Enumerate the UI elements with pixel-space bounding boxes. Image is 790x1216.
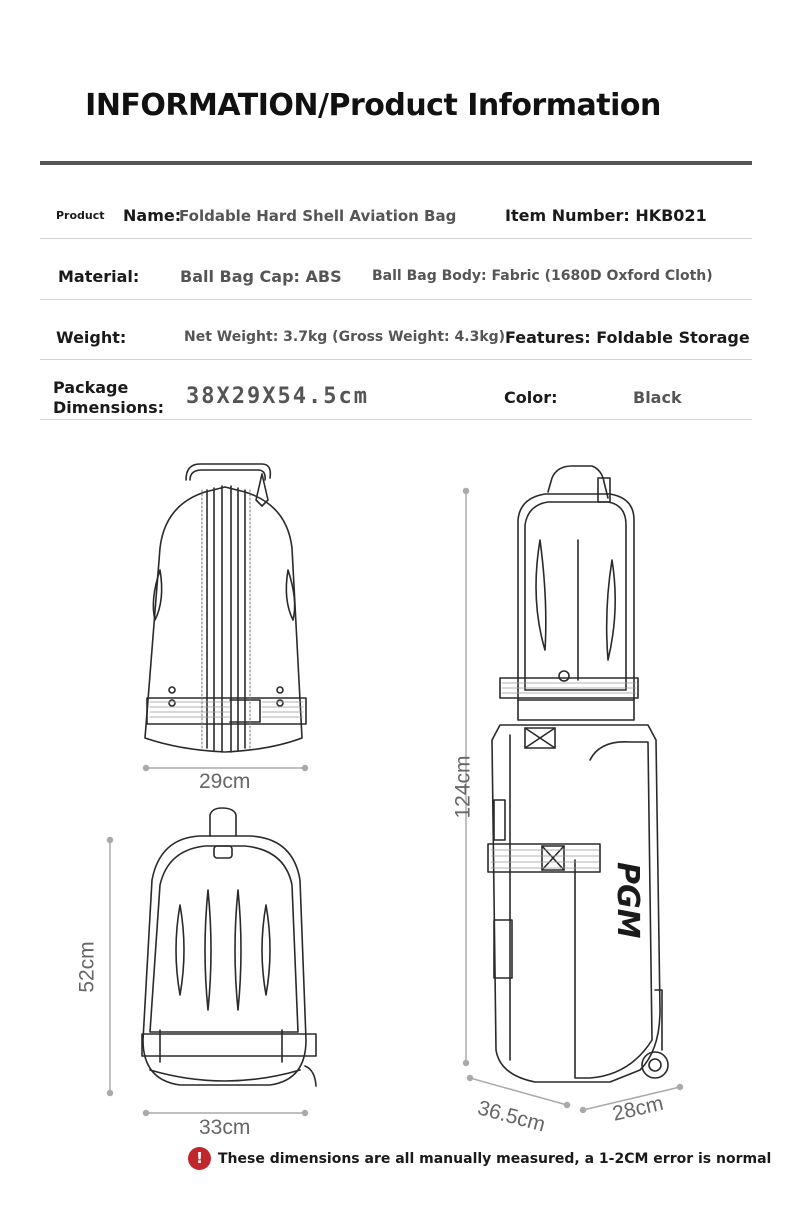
full-travel-bag-drawing [488, 466, 668, 1082]
package-label-line1: Package [53, 378, 129, 397]
svg-text:PGM: PGM [610, 862, 645, 939]
features-label: Features: Foldable Storage [505, 328, 750, 347]
measurement-note-text: These dimensions are all manually measured, a 1-2CM error is normal [218, 1150, 772, 1167]
product-label: Product [56, 209, 105, 222]
dimension-length: 36.5cm [475, 1096, 548, 1137]
name-value: Foldable Hard Shell Aviation Bag [179, 207, 457, 225]
page-title: INFORMATION/Product Information [85, 88, 661, 123]
material-label: Material: [58, 267, 140, 286]
dimension-total-height: 124cm [451, 755, 475, 819]
dimension-lines [108, 489, 683, 1116]
color-label: Color: [504, 388, 558, 407]
exclamation-icon: ! [188, 1147, 211, 1170]
dimension-folded-height: 52cm [75, 941, 99, 993]
weight-label: Weight: [56, 328, 127, 347]
package-label-line2: Dimensions: [53, 398, 164, 417]
material-cap: Ball Bag Cap: ABS [180, 267, 342, 286]
brand-logo [610, 862, 645, 939]
dimension-depth: 28cm [610, 1091, 666, 1126]
weight-value: Net Weight: 3.7kg (Gross Weight: 4.3kg) [184, 329, 506, 345]
material-body: Ball Bag Body: Fabric (1680D Oxford Cloth) [372, 268, 713, 284]
name-label: Name: [123, 206, 182, 225]
dimension-top-width: 29cm [199, 770, 251, 793]
item-number: Item Number: HKB021 [505, 206, 707, 225]
color-value: Black [633, 388, 682, 407]
dimension-folded-width: 33cm [199, 1116, 251, 1139]
top-view-bag-drawing [145, 464, 306, 752]
folded-bag-drawing [142, 808, 316, 1086]
measurement-note [188, 1147, 771, 1170]
package-value: 38X29X54.5cm [186, 384, 369, 409]
